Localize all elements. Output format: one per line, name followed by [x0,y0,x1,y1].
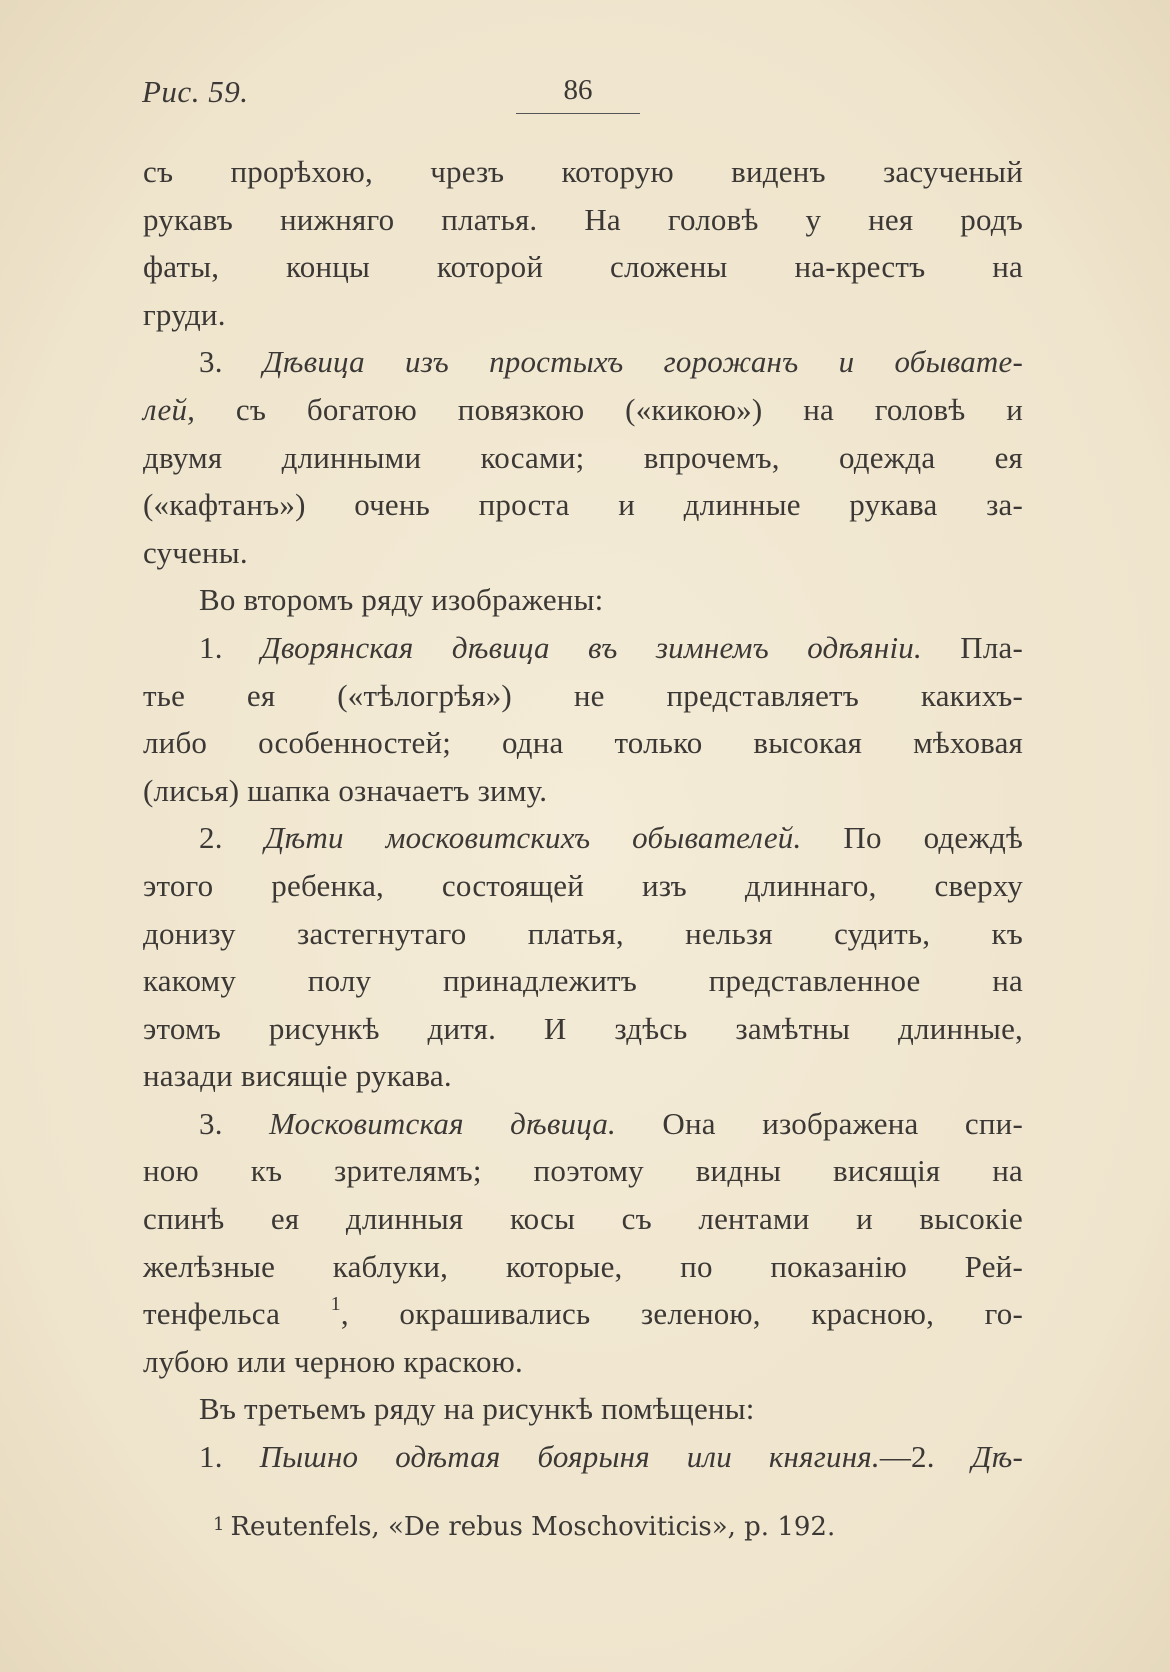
footnote-reference: 1 [330,1293,341,1316]
text-line: Въ третьемъ ряду на рисункѣ помѣщены: [199,1391,755,1427]
body-text [143,148,1023,1481]
text-line: тье ея («тѣлогрѣя») не представляетъ какихъ- [143,677,1023,713]
figure-reference: Рис. 59. [142,74,249,109]
footnote-mark: 1 [213,1514,225,1535]
text-line: съ прорѣхою, чрезъ которую виденъ засученый [143,154,1023,189]
page-header [142,74,1022,118]
text-line: груди. [143,296,226,332]
text-line: лубою или черною краскою. [143,1343,523,1379]
text-line: («кафтанъ») очень проста и длинные рукава за- [143,487,1023,523]
text-line: желѣзные каблуки, которые, по показанію Рей- [143,1248,1023,1284]
footnote-text: Reutenfels, «De rebus Moschoviticis», p. 192. [230,1512,836,1542]
text-line: этомъ рисункѣ дитя. И здѣсь замѣтны длинные, [143,1010,1023,1046]
text-line: (лисья) шапка означаетъ зиму. [143,772,548,808]
text-line: какому полу принадлежитъ представленное на [143,963,1023,999]
italic-heading: Пышно одѣтая боярыня или княгиня. [259,1439,880,1475]
text-line: двумя длинными косами; впрочемъ, одежда ея [143,439,1023,475]
text-line: этого ребенка, состоящей изъ длиннаго, сверху [143,867,1023,903]
text-line: 3. Дѣвица изъ простыхъ горожанъ и обывате- [199,344,1023,380]
italic-heading: Дворянская дѣвица въ зимнемъ одѣяніи. [260,629,922,665]
text-line: 1. Дворянская дѣвица въ зимнемъ одѣяніи. Пла- [199,629,1023,665]
text-line: сучены. [143,534,248,570]
text-line: донизу застегнутаго платья, нельзя судить, къ [143,915,1023,951]
italic-heading: лей, [143,391,196,427]
page-number: 86 [516,74,640,114]
text-line: 2. Дѣти московитскихъ обывателей. По одеждѣ [199,820,1023,856]
text-line: 3. Московитская дѣвица. Она изображена спи- [199,1105,1023,1141]
text-line: ною къ зрителямъ; поэтому видны висящія на [143,1153,1023,1189]
italic-heading: Дѣти московитскихъ обывателей. [264,820,802,856]
italic-heading: Дѣ- [971,1439,1023,1475]
text-line: спинѣ ея длинныя косы съ лентами и высокіе [143,1201,1023,1237]
text-line: назади висящіе рукава. [143,1058,452,1094]
footnote [213,1512,835,1542]
text-line: рукавъ нижняго платья. На головѣ у нея родъ [143,201,1023,237]
italic-heading: Московитская дѣвица. [269,1105,616,1141]
italic-heading: Дѣвица изъ простыхъ горожанъ и обывате- [262,344,1023,380]
text-line: тенфельса $^1$, окрашивались зеленою, красною, го- [143,1293,1023,1332]
text-line: 1. Пышно одѣтая боярыня или княгиня.—2. Дѣ- [199,1439,1023,1475]
text-line: либо особенностей; одна только высокая мѣховая [143,725,1023,761]
text-line: фаты, концы которой сложены на-крестъ на [143,249,1023,285]
text-line: лей, съ богатою повязкою («кикою») на головѣ и [143,391,1023,427]
text-line: Во второмъ ряду изображены: [199,582,604,618]
